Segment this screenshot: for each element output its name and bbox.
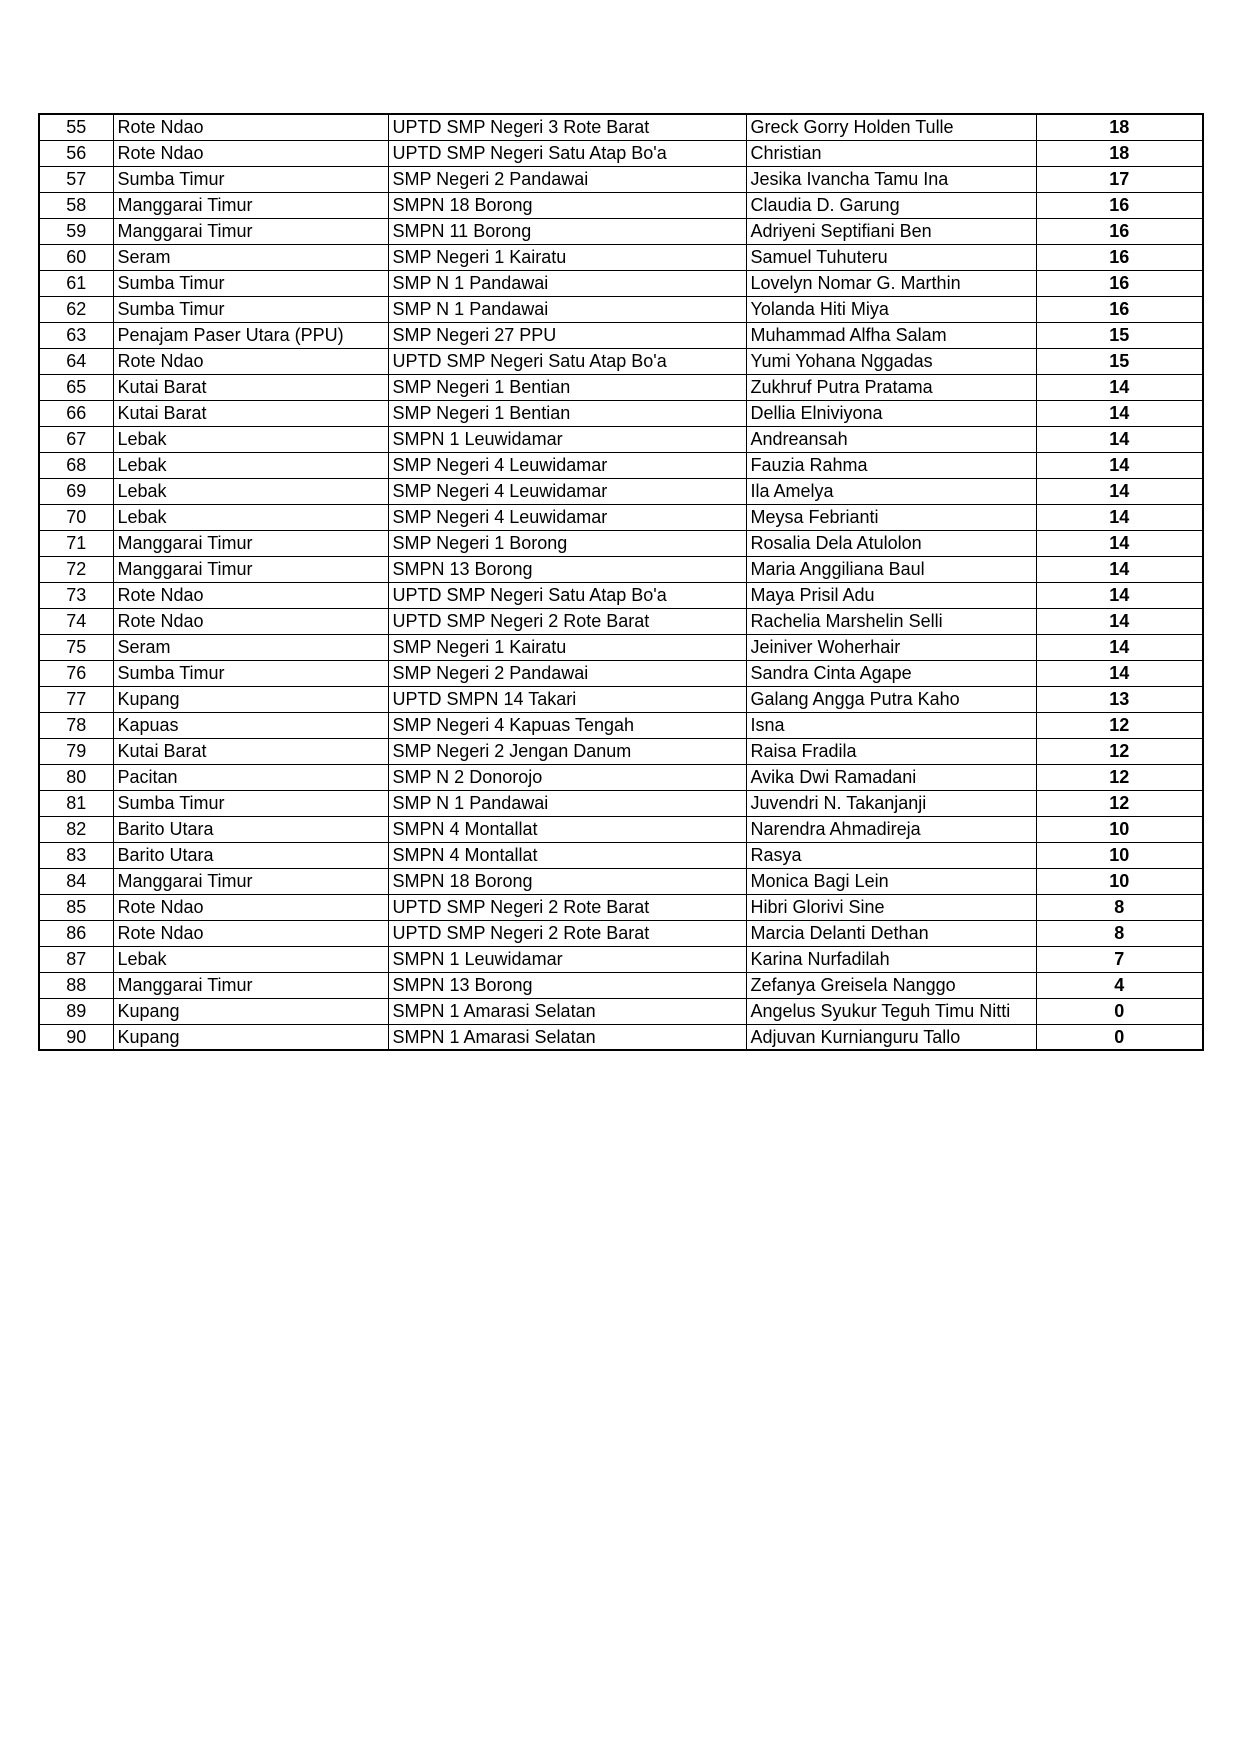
student-name-cell: Karina Nurfadilah (746, 946, 1036, 972)
student-name-cell: Dellia Elniviyona (746, 400, 1036, 426)
table-row (39, 556, 1203, 582)
row-number-cell: 56 (39, 140, 113, 166)
row-number-cell: 79 (39, 738, 113, 764)
table-row (39, 218, 1203, 244)
table-row (39, 504, 1203, 530)
score-cell: 14 (1036, 452, 1203, 478)
student-name-cell: Yolanda Hiti Miya (746, 296, 1036, 322)
table-row (39, 998, 1203, 1024)
region-cell: Seram (113, 634, 388, 660)
region-cell: Kupang (113, 998, 388, 1024)
table-row (39, 868, 1203, 894)
score-cell: 0 (1036, 1024, 1203, 1050)
student-name-cell: Angelus Syukur Teguh Timu Nitti (746, 998, 1036, 1024)
results-table-body (39, 114, 1203, 1050)
score-cell: 14 (1036, 660, 1203, 686)
row-number-cell: 68 (39, 452, 113, 478)
table-row (39, 894, 1203, 920)
score-cell: 10 (1036, 842, 1203, 868)
row-number-cell: 73 (39, 582, 113, 608)
region-cell: Manggarai Timur (113, 218, 388, 244)
region-cell: Kapuas (113, 712, 388, 738)
score-cell: 14 (1036, 634, 1203, 660)
school-cell: SMPN 1 Leuwidamar (388, 946, 746, 972)
student-name-cell: Adjuvan Kurnianguru Tallo (746, 1024, 1036, 1050)
table-row (39, 634, 1203, 660)
school-cell: UPTD SMP Negeri 2 Rote Barat (388, 894, 746, 920)
region-cell: Sumba Timur (113, 296, 388, 322)
score-cell: 16 (1036, 218, 1203, 244)
region-cell: Penajam Paser Utara (PPU) (113, 322, 388, 348)
school-cell: SMP Negeri 2 Pandawai (388, 166, 746, 192)
region-cell: Seram (113, 244, 388, 270)
student-name-cell: Claudia D. Garung (746, 192, 1036, 218)
score-cell: 16 (1036, 244, 1203, 270)
school-cell: SMP Negeri 1 Bentian (388, 374, 746, 400)
student-name-cell: Zefanya Greisela Nanggo (746, 972, 1036, 998)
student-name-cell: Zukhruf Putra Pratama (746, 374, 1036, 400)
student-name-cell: Lovelyn Nomar G. Marthin (746, 270, 1036, 296)
score-cell: 12 (1036, 738, 1203, 764)
score-cell: 14 (1036, 426, 1203, 452)
region-cell: Rote Ndao (113, 608, 388, 634)
student-name-cell: Ila Amelya (746, 478, 1036, 504)
row-number-cell: 71 (39, 530, 113, 556)
row-number-cell: 67 (39, 426, 113, 452)
score-cell: 15 (1036, 348, 1203, 374)
row-number-cell: 81 (39, 790, 113, 816)
region-cell: Kutai Barat (113, 400, 388, 426)
school-cell: SMP N 1 Pandawai (388, 296, 746, 322)
student-name-cell: Adriyeni Septifiani Ben (746, 218, 1036, 244)
school-cell: SMP N 2 Donorojo (388, 764, 746, 790)
school-cell: SMPN 13 Borong (388, 556, 746, 582)
score-cell: 10 (1036, 868, 1203, 894)
school-cell: SMP Negeri 4 Leuwidamar (388, 504, 746, 530)
school-cell: UPTD SMP Negeri 3 Rote Barat (388, 114, 746, 140)
school-cell: SMPN 18 Borong (388, 192, 746, 218)
region-cell: Lebak (113, 426, 388, 452)
region-cell: Manggarai Timur (113, 868, 388, 894)
student-name-cell: Galang Angga Putra Kaho (746, 686, 1036, 712)
table-row (39, 322, 1203, 348)
table-row (39, 244, 1203, 270)
table-row (39, 946, 1203, 972)
school-cell: SMPN 1 Leuwidamar (388, 426, 746, 452)
row-number-cell: 89 (39, 998, 113, 1024)
results-table (38, 113, 1204, 1051)
student-name-cell: Narendra Ahmadireja (746, 816, 1036, 842)
school-cell: UPTD SMP Negeri Satu Atap Bo'a (388, 140, 746, 166)
region-cell: Rote Ndao (113, 140, 388, 166)
student-name-cell: Rosalia Dela Atulolon (746, 530, 1036, 556)
table-row (39, 764, 1203, 790)
score-cell: 14 (1036, 400, 1203, 426)
table-row (39, 608, 1203, 634)
score-cell: 15 (1036, 322, 1203, 348)
table-row (39, 582, 1203, 608)
row-number-cell: 86 (39, 920, 113, 946)
region-cell: Barito Utara (113, 816, 388, 842)
row-number-cell: 63 (39, 322, 113, 348)
student-name-cell: Yumi Yohana Nggadas (746, 348, 1036, 374)
student-name-cell: Samuel Tuhuteru (746, 244, 1036, 270)
score-cell: 10 (1036, 816, 1203, 842)
region-cell: Lebak (113, 478, 388, 504)
region-cell: Manggarai Timur (113, 530, 388, 556)
table-row (39, 270, 1203, 296)
row-number-cell: 58 (39, 192, 113, 218)
row-number-cell: 83 (39, 842, 113, 868)
table-row (39, 478, 1203, 504)
score-cell: 0 (1036, 998, 1203, 1024)
table-row (39, 972, 1203, 998)
school-cell: SMPN 1 Amarasi Selatan (388, 998, 746, 1024)
school-cell: SMPN 1 Amarasi Selatan (388, 1024, 746, 1050)
region-cell: Kupang (113, 686, 388, 712)
row-number-cell: 80 (39, 764, 113, 790)
region-cell: Lebak (113, 946, 388, 972)
school-cell: SMPN 4 Montallat (388, 816, 746, 842)
region-cell: Pacitan (113, 764, 388, 790)
school-cell: SMP Negeri 1 Kairatu (388, 634, 746, 660)
table-row (39, 530, 1203, 556)
school-cell: SMP Negeri 1 Kairatu (388, 244, 746, 270)
region-cell: Rote Ndao (113, 348, 388, 374)
score-cell: 12 (1036, 790, 1203, 816)
student-name-cell: Greck Gorry Holden Tulle (746, 114, 1036, 140)
school-cell: SMP N 1 Pandawai (388, 790, 746, 816)
score-cell: 14 (1036, 530, 1203, 556)
school-cell: SMP Negeri 27 PPU (388, 322, 746, 348)
table-row (39, 790, 1203, 816)
student-name-cell: Jeiniver Woherhair (746, 634, 1036, 660)
school-cell: SMP Negeri 4 Leuwidamar (388, 452, 746, 478)
row-number-cell: 59 (39, 218, 113, 244)
table-row (39, 816, 1203, 842)
score-cell: 16 (1036, 296, 1203, 322)
school-cell: SMP Negeri 4 Leuwidamar (388, 478, 746, 504)
row-number-cell: 57 (39, 166, 113, 192)
region-cell: Sumba Timur (113, 790, 388, 816)
school-cell: UPTD SMPN 14 Takari (388, 686, 746, 712)
row-number-cell: 76 (39, 660, 113, 686)
score-cell: 8 (1036, 894, 1203, 920)
table-row (39, 712, 1203, 738)
table-row (39, 374, 1203, 400)
student-name-cell: Fauzia Rahma (746, 452, 1036, 478)
score-cell: 14 (1036, 478, 1203, 504)
table-row (39, 348, 1203, 374)
school-cell: SMP Negeri 1 Bentian (388, 400, 746, 426)
table-row (39, 426, 1203, 452)
table-row (39, 452, 1203, 478)
region-cell: Kutai Barat (113, 738, 388, 764)
region-cell: Manggarai Timur (113, 192, 388, 218)
school-cell: SMP Negeri 1 Borong (388, 530, 746, 556)
row-number-cell: 61 (39, 270, 113, 296)
student-name-cell: Andreansah (746, 426, 1036, 452)
school-cell: SMP N 1 Pandawai (388, 270, 746, 296)
student-name-cell: Rachelia Marshelin Selli (746, 608, 1036, 634)
row-number-cell: 77 (39, 686, 113, 712)
score-cell: 16 (1036, 270, 1203, 296)
school-cell: UPTD SMP Negeri 2 Rote Barat (388, 920, 746, 946)
table-row (39, 166, 1203, 192)
region-cell: Kupang (113, 1024, 388, 1050)
row-number-cell: 87 (39, 946, 113, 972)
row-number-cell: 72 (39, 556, 113, 582)
student-name-cell: Rasya (746, 842, 1036, 868)
student-name-cell: Maya Prisil Adu (746, 582, 1036, 608)
table-row (39, 738, 1203, 764)
score-cell: 18 (1036, 140, 1203, 166)
score-cell: 18 (1036, 114, 1203, 140)
row-number-cell: 74 (39, 608, 113, 634)
row-number-cell: 62 (39, 296, 113, 322)
score-cell: 14 (1036, 374, 1203, 400)
table-row (39, 192, 1203, 218)
row-number-cell: 84 (39, 868, 113, 894)
student-name-cell: Raisa Fradila (746, 738, 1036, 764)
score-cell: 4 (1036, 972, 1203, 998)
region-cell: Lebak (113, 452, 388, 478)
region-cell: Sumba Timur (113, 166, 388, 192)
region-cell: Rote Ndao (113, 114, 388, 140)
row-number-cell: 88 (39, 972, 113, 998)
row-number-cell: 60 (39, 244, 113, 270)
table-row (39, 920, 1203, 946)
score-cell: 16 (1036, 192, 1203, 218)
score-cell: 12 (1036, 764, 1203, 790)
score-cell: 14 (1036, 556, 1203, 582)
student-name-cell: Jesika Ivancha Tamu Ina (746, 166, 1036, 192)
table-row (39, 296, 1203, 322)
student-name-cell: Marcia Delanti Dethan (746, 920, 1036, 946)
region-cell: Manggarai Timur (113, 556, 388, 582)
score-cell: 14 (1036, 504, 1203, 530)
school-cell: UPTD SMP Negeri 2 Rote Barat (388, 608, 746, 634)
student-name-cell: Isna (746, 712, 1036, 738)
row-number-cell: 65 (39, 374, 113, 400)
row-number-cell: 64 (39, 348, 113, 374)
score-cell: 14 (1036, 608, 1203, 634)
row-number-cell: 78 (39, 712, 113, 738)
score-cell: 8 (1036, 920, 1203, 946)
table-row (39, 400, 1203, 426)
region-cell: Sumba Timur (113, 270, 388, 296)
student-name-cell: Meysa Febrianti (746, 504, 1036, 530)
row-number-cell: 75 (39, 634, 113, 660)
table-row (39, 842, 1203, 868)
score-cell: 17 (1036, 166, 1203, 192)
table-row (39, 1024, 1203, 1050)
table-row (39, 660, 1203, 686)
score-cell: 13 (1036, 686, 1203, 712)
row-number-cell: 55 (39, 114, 113, 140)
row-number-cell: 90 (39, 1024, 113, 1050)
school-cell: SMPN 11 Borong (388, 218, 746, 244)
region-cell: Barito Utara (113, 842, 388, 868)
student-name-cell: Maria Anggiliana Baul (746, 556, 1036, 582)
student-name-cell: Sandra Cinta Agape (746, 660, 1036, 686)
school-cell: SMP Negeri 2 Pandawai (388, 660, 746, 686)
student-name-cell: Monica Bagi Lein (746, 868, 1036, 894)
region-cell: Rote Ndao (113, 582, 388, 608)
row-number-cell: 69 (39, 478, 113, 504)
student-name-cell: Christian (746, 140, 1036, 166)
row-number-cell: 66 (39, 400, 113, 426)
school-cell: UPTD SMP Negeri Satu Atap Bo'a (388, 348, 746, 374)
score-cell: 14 (1036, 582, 1203, 608)
school-cell: SMP Negeri 2 Jengan Danum (388, 738, 746, 764)
region-cell: Rote Ndao (113, 920, 388, 946)
row-number-cell: 82 (39, 816, 113, 842)
score-cell: 7 (1036, 946, 1203, 972)
student-name-cell: Juvendri N. Takanjanji (746, 790, 1036, 816)
row-number-cell: 70 (39, 504, 113, 530)
student-name-cell: Muhammad Alfha Salam (746, 322, 1036, 348)
region-cell: Sumba Timur (113, 660, 388, 686)
score-cell: 12 (1036, 712, 1203, 738)
school-cell: SMPN 4 Montallat (388, 842, 746, 868)
row-number-cell: 85 (39, 894, 113, 920)
school-cell: SMPN 13 Borong (388, 972, 746, 998)
region-cell: Lebak (113, 504, 388, 530)
table-row (39, 114, 1203, 140)
table-row (39, 686, 1203, 712)
school-cell: SMPN 18 Borong (388, 868, 746, 894)
region-cell: Manggarai Timur (113, 972, 388, 998)
school-cell: SMP Negeri 4 Kapuas Tengah (388, 712, 746, 738)
table-row (39, 140, 1203, 166)
region-cell: Kutai Barat (113, 374, 388, 400)
region-cell: Rote Ndao (113, 894, 388, 920)
school-cell: UPTD SMP Negeri Satu Atap Bo'a (388, 582, 746, 608)
student-name-cell: Hibri Glorivi Sine (746, 894, 1036, 920)
student-name-cell: Avika Dwi Ramadani (746, 764, 1036, 790)
